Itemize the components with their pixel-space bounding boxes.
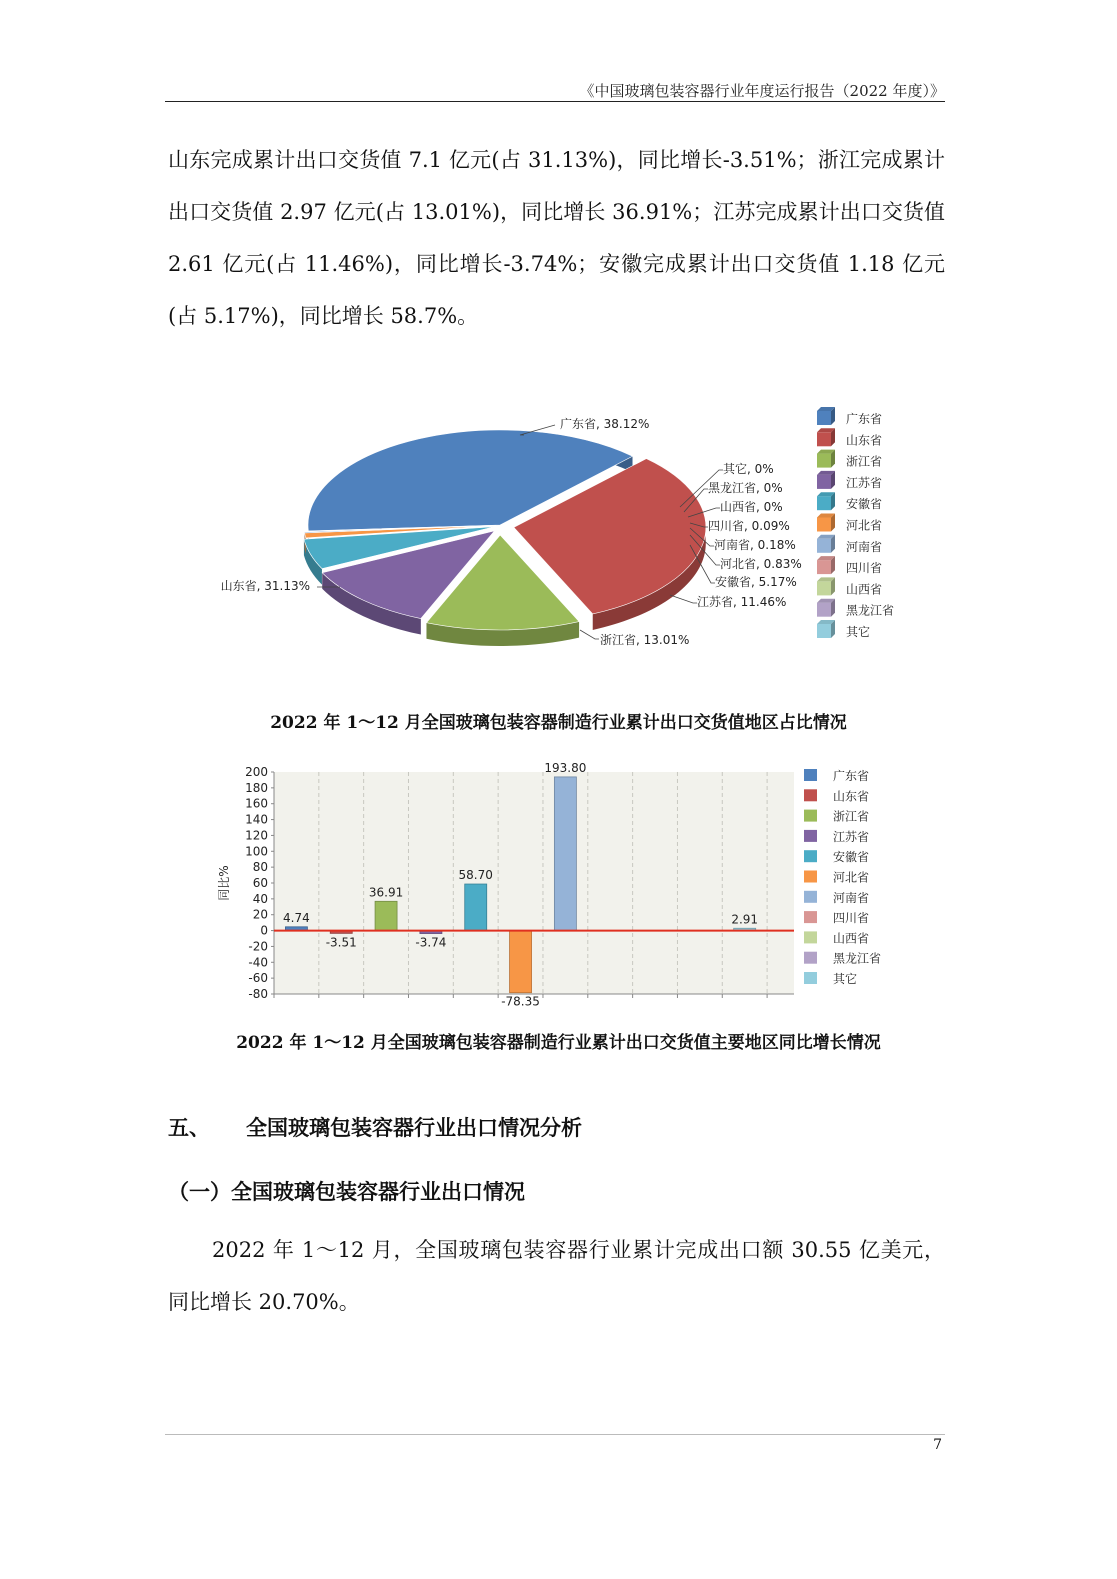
section-title: 全国玻璃包装容器行业出口情况分析	[246, 1115, 582, 1140]
pie-legend-swatch-四川省	[817, 560, 831, 574]
bar-安徽省	[465, 884, 487, 931]
bar-chart	[200, 752, 920, 1012]
pie-leader-江苏省	[670, 595, 697, 603]
pie-legend-label-安徽省: 安徽省	[846, 497, 883, 512]
pie-legend-swatch-广东省	[817, 411, 831, 425]
paragraph-export-total: 2022 年 1～12 月，全国玻璃包装容器行业累计完成出口额 30.55 亿美元，同比增长 20.70%。	[168, 1238, 945, 1314]
bar-legend-label-山西省: 山西省	[833, 931, 870, 946]
bar-data-label-江苏省: -3.74	[415, 935, 447, 950]
bar-legend-swatch-河南省	[804, 891, 817, 903]
header-rule	[165, 101, 945, 102]
pie-legend-label-四川省: 四川省	[846, 561, 883, 576]
bar-legend-label-四川省: 四川省	[833, 911, 870, 926]
bar-legend-swatch-山西省	[804, 931, 817, 943]
bar-y-tick-label: 200	[245, 765, 268, 779]
pie-legend-label-山东省: 山东省	[846, 433, 883, 448]
bar-legend-swatch-四川省	[804, 911, 817, 923]
bar-y-tick-label: 180	[245, 780, 268, 795]
bar-y-tick-label: 140	[245, 812, 268, 827]
bar-plot-area	[274, 772, 794, 994]
bar-legend-label-河北省: 河北省	[833, 870, 870, 885]
bar-y-tick-label: -80	[248, 987, 268, 1001]
bar-data-label-山东省: -3.51	[325, 935, 357, 950]
bar-y-tick-label: 0	[260, 923, 268, 938]
bar-legend-swatch-其它	[804, 972, 817, 984]
bar-data-label-其它: 2.91	[731, 912, 759, 927]
pie-legend-swatch-江苏省	[817, 475, 831, 489]
bar-legend-swatch-山东省	[804, 789, 817, 801]
bar-legend-swatch-浙江省	[804, 810, 817, 822]
bar-浙江省	[375, 901, 397, 930]
bar-data-label-河南省: 193.80	[544, 760, 587, 775]
bar-y-tick-label: 20	[252, 907, 268, 922]
pie-legend-label-广东省: 广东省	[846, 412, 883, 426]
pie-label-广东省: 广东省, 38.12%	[560, 417, 650, 431]
bar-legend-label-广东省: 广东省	[833, 769, 870, 783]
pie-legend-label-江苏省: 江苏省	[846, 475, 883, 490]
bar-y-tick-label: 40	[252, 891, 268, 906]
bar-legend-label-其它: 其它	[833, 972, 858, 986]
bar-y-axis-label: 同比%	[217, 865, 231, 901]
bar-data-label-浙江省: 36.91	[368, 885, 404, 900]
page-number: 7	[933, 1437, 942, 1453]
pie-label-山东省: 山东省, 31.13%	[220, 579, 310, 593]
pie-label-河南省: 河南省, 0.18%	[714, 538, 796, 552]
bar-y-tick-label: 100	[245, 844, 268, 859]
subsection-heading: （一）全国玻璃包装容器行业出口情况	[168, 1179, 525, 1204]
pie-legend-label-河南省: 河南省	[846, 539, 883, 554]
bar-y-tick-label: 80	[252, 860, 268, 875]
bar-y-tick-label: -20	[248, 939, 268, 954]
bar-河北省	[510, 931, 532, 993]
pie-label-安徽省: 安徽省, 5.17%	[715, 575, 797, 589]
pie-legend-label-河北省: 河北省	[846, 518, 883, 533]
bar-legend-swatch-江苏省	[804, 830, 817, 842]
bar-data-label-安徽省: 58.70	[458, 868, 493, 883]
bar-legend-label-河南省: 河南省	[833, 890, 870, 905]
bar-legend-label-江苏省: 江苏省	[833, 829, 870, 844]
pie-legend-label-其它: 其它	[846, 625, 871, 639]
pie-legend-swatch-浙江省	[817, 454, 831, 468]
bar-y-tick-label: 120	[245, 828, 268, 843]
pie-legend-swatch-黑龙江省	[817, 603, 831, 617]
pie-label-其它: 其它, 0%	[723, 462, 774, 476]
pie-legend-swatch-山西省	[817, 581, 831, 595]
pie-chart	[200, 395, 920, 665]
pie-legend-swatch-河南省	[817, 539, 831, 553]
bar-legend-label-黑龙江省: 黑龙江省	[833, 951, 882, 966]
section-heading-5	[168, 1112, 582, 1142]
bar-data-label-河北省: -78.35	[501, 994, 540, 1009]
bar-legend-swatch-安徽省	[804, 850, 817, 862]
section-number: 五、	[168, 1115, 210, 1140]
bar-chart-caption: 2022 年 1～12 月全国玻璃包装容器制造行业累计出口交货值主要地区同比增长情况	[236, 1033, 881, 1053]
bar-y-tick-label: 60	[252, 876, 268, 890]
pie-legend-label-黑龙江省: 黑龙江省	[846, 603, 895, 618]
pie-legend-swatch-其它	[817, 624, 831, 638]
pie-chart-caption: 2022 年 1～12 月全国玻璃包装容器制造行业累计出口交货值地区占比情况	[270, 713, 847, 733]
pie-label-四川省: 四川省, 0.09%	[708, 519, 790, 533]
pie-legend-swatch-河北省	[817, 518, 831, 532]
bar-legend-label-安徽省: 安徽省	[833, 850, 870, 865]
bar-legend-label-浙江省: 浙江省	[833, 809, 870, 824]
footer-rule	[165, 1434, 945, 1435]
paragraph-export-regions: 山东完成累计出口交货值 7.1 亿元(占 31.13%)，同比增长-3.51%；浙江完成累计出口交货值 2.97 亿元(占 13.01%)，同比增长 36.91%；江苏完成累计出口交货值 2.61 亿元(占 11.46%)，同比增长-3.74%；安徽完成累计出口交货值 1.18 亿元(占 5.17%)，同比增长 58.7%。	[168, 148, 945, 328]
pie-label-浙江省: 浙江省, 13.01%	[600, 633, 690, 647]
bar-legend-swatch-黑龙江省	[804, 952, 817, 964]
pie-label-山西省: 山西省, 0%	[720, 500, 783, 514]
bar-legend-swatch-广东省	[804, 769, 817, 781]
pie-legend-label-山西省: 山西省	[846, 582, 883, 597]
bar-y-tick-label: -60	[248, 971, 268, 986]
bar-legend-label-山东省: 山东省	[833, 789, 870, 804]
bar-data-label-广东省: 4.74	[283, 910, 310, 925]
bar-y-tick-label: -40	[248, 955, 268, 970]
bar-河南省	[554, 777, 576, 931]
pie-label-河北省: 河北省, 0.83%	[720, 557, 802, 571]
page-header: 《中国玻璃包装容器行业年度运行报告（2022 年度）》	[579, 82, 945, 100]
bar-legend-swatch-河北省	[804, 871, 817, 883]
pie-leader-浙江省	[580, 630, 599, 639]
pie-label-黑龙江省: 黑龙江省, 0%	[708, 481, 783, 495]
pie-legend-swatch-山东省	[817, 432, 831, 446]
pie-legend-label-浙江省: 浙江省	[846, 454, 883, 469]
pie-label-江苏省: 江苏省, 11.46%	[697, 595, 787, 609]
pie-legend-swatch-安徽省	[817, 496, 831, 510]
bar-y-tick-label: 160	[245, 796, 268, 811]
